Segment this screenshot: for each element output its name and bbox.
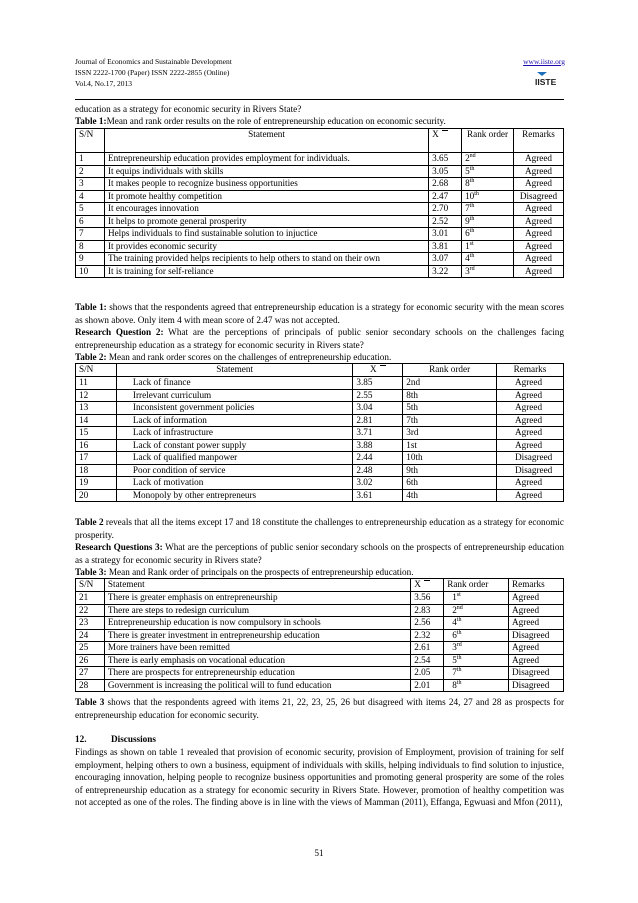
table1-cell-remarks: Agreed [513, 178, 563, 191]
table2-cell-sn: 19 [76, 477, 117, 490]
table3-caption-text: Mean and Rank order of principals on the prospects of entrepreneurship education. [106, 567, 414, 577]
table1-cell-rank [462, 240, 514, 253]
table1-row [76, 228, 564, 241]
rank-suffix: rd [469, 265, 475, 272]
table3-cell-remarks: Agreed [509, 642, 564, 655]
rank-value: 1 [465, 240, 470, 251]
rank-suffix: th [456, 629, 462, 636]
table3-cell-sn: 21 [76, 592, 105, 605]
table3-row [76, 667, 564, 680]
rank-suffix: st [469, 240, 474, 247]
table3-cell-statement: There are prospects for entrepreneurship education [104, 667, 410, 680]
table1-cell-rank [462, 253, 514, 266]
table1-cell-rank [462, 165, 514, 178]
table1-cell-remarks: Agreed [513, 165, 563, 178]
table3-cell-remarks: Disagreed [509, 629, 564, 642]
rank-value: 4 [452, 617, 457, 627]
table1-cell-mean: 3.65 [429, 153, 462, 166]
table1-row [76, 240, 564, 253]
table1-cell-statement: It provides economic security [104, 240, 428, 253]
table2-cell-sn: 20 [76, 489, 117, 502]
table3-row [76, 592, 564, 605]
table3-cell-remarks: Disagreed [509, 679, 564, 692]
table2-cell-remarks: Agreed [497, 439, 564, 452]
table2-cell-statement: Irrelevant curriculum [116, 389, 353, 402]
table3-cell-sn: 27 [76, 667, 105, 680]
table2-header-row [76, 364, 564, 377]
table2-row [76, 377, 564, 390]
table2-cell-rank: 8th [403, 389, 497, 402]
table2-cell-remarks: Agreed [497, 477, 564, 490]
table3-cell-statement: There is greater investment in entrepreneurship education [104, 629, 410, 642]
table2-cell-mean: 3.02 [353, 477, 403, 490]
rank-value: 10 [465, 190, 475, 201]
rank-suffix: th [469, 227, 475, 234]
table1-cell-remarks: Agreed [513, 203, 563, 216]
table3-header-x [411, 579, 444, 592]
table1-cell-mean: 2.70 [429, 203, 462, 216]
table3-cell-remarks: Agreed [509, 592, 564, 605]
table1-cell-sn: 2 [76, 165, 105, 178]
table1-cell-sn: 6 [76, 215, 105, 228]
table3-cell-mean: 2.54 [411, 654, 444, 667]
table2-cell-statement: Lack of information [116, 414, 353, 427]
research-question-2 [75, 326, 564, 351]
table1-cell-statement: It is training for self-reliance [104, 265, 428, 278]
table2-caption-text: Mean and rank order scores on the challenges of entrepreneurship education. [106, 352, 392, 362]
table3-cell-rank [444, 667, 509, 680]
table3-cell-rank [444, 629, 509, 642]
table1-header-row [76, 129, 564, 153]
table3-cell-sn: 23 [76, 617, 105, 630]
table3-cell-mean: 2.61 [411, 642, 444, 655]
table1-cell-rank [462, 178, 514, 191]
rank-suffix: nd [456, 604, 463, 611]
rank-value: 1 [452, 592, 457, 602]
table1-cell-mean: 2.68 [429, 178, 462, 191]
rank-suffix: th [469, 202, 475, 209]
table1 [75, 128, 564, 278]
table2-row [76, 452, 564, 465]
table2-row [76, 389, 564, 402]
table3-row [76, 617, 564, 630]
rank-value: 5 [465, 165, 470, 176]
table3-header-remarks: Remarks [509, 579, 564, 592]
table1-row [76, 203, 564, 216]
rank-value: 3 [452, 642, 457, 652]
table1-summary-label: Table 1: [75, 302, 107, 312]
table2-cell-remarks: Agreed [497, 489, 564, 502]
journal-header [75, 56, 565, 89]
table1-cell-sn: 4 [76, 190, 105, 203]
table2-cell-mean: 2.44 [353, 452, 403, 465]
header-rule [75, 99, 564, 100]
mean-bar-mark [442, 130, 448, 131]
table2-cell-remarks: Agreed [497, 402, 564, 415]
table2-cell-mean: 3.88 [353, 439, 403, 452]
table2-cell-rank: 2nd [403, 377, 497, 390]
table3-cell-rank [444, 592, 509, 605]
table1-cell-rank [462, 190, 514, 203]
table1-cell-remarks: Agreed [513, 153, 563, 166]
rank-value: 4 [465, 253, 470, 263]
table1-header-sn: S/N [76, 129, 105, 153]
table2-cell-sn: 15 [76, 427, 117, 440]
rank-value: 6 [465, 228, 470, 238]
table2-row [76, 464, 564, 477]
mean-bar-mark [380, 365, 386, 366]
table1-cell-remarks: Agreed [513, 265, 563, 278]
table1-cell-statement: It promote healthy competition [104, 190, 428, 203]
table1-caption [75, 115, 564, 128]
table2-cell-statement: Lack of infrastructure [116, 427, 353, 440]
section-12-body: Findings as shown on table 1 revealed that provision of economic security, provision of Employment, provision of training for self employment, helping others to own a business, equipment of individuals with skills, helping individuals to find solution to injustice, encouraging innovation, helping people to recognize business opportunities and promoting general prosperity are some of the roles of entrepreneurship education as a strategy for economic security in Rivers State. However, promotion of healthy competition was not accepted as one of the roles. The finding above is in line with the views of Mamman (2011), Effanga, Egwuasi and Mfon (2011), [75, 747, 564, 807]
table3-cell-mean: 2.83 [411, 604, 444, 617]
table1-row [76, 265, 564, 278]
table2-cell-statement: Lack of motivation [116, 477, 353, 490]
table2-header-x-text: X [370, 364, 377, 374]
section-12-heading [75, 733, 564, 746]
rank-suffix: th [456, 679, 462, 686]
table1-cell-statement: It equips individuals with skills [104, 165, 428, 178]
table2-summary-text: reveals that all the items except 17 and 18 constitute the challenges to entrepreneurship education as a strategy for economic prosperity. [75, 517, 564, 540]
rank-value: 2 [465, 153, 470, 163]
table1-summary [75, 301, 564, 326]
table3-cell-mean: 2.05 [411, 667, 444, 680]
table1-cell-remarks: Disagreed [513, 190, 563, 203]
table2-cell-rank: 9th [403, 464, 497, 477]
rank-suffix: th [469, 215, 475, 222]
rank-suffix: st [456, 591, 461, 598]
table1-cell-sn: 1 [76, 153, 105, 166]
rank-suffix: th [474, 190, 479, 197]
table2-cell-mean: 3.61 [353, 489, 403, 502]
table2-cell-sn: 16 [76, 439, 117, 452]
rank-value: 7 [452, 667, 457, 677]
table1-cell-rank [462, 228, 514, 241]
table2-cell-statement: Lack of constant power supply [116, 439, 353, 452]
table3-cell-sn: 28 [76, 679, 105, 692]
table1-cell-statement: It makes people to recognize business opportunities [104, 178, 428, 191]
rank-value: 9 [465, 215, 470, 226]
table2-cell-remarks: Disagreed [497, 464, 564, 477]
table2-cell-sn: 18 [76, 464, 117, 477]
table3-row [76, 679, 564, 692]
table2-summary-label: Table 2 [75, 517, 104, 527]
table3-cell-rank [444, 617, 509, 630]
iiste-logo [534, 70, 563, 87]
table2-cell-mean: 2.48 [353, 464, 403, 477]
table1-cell-mean: 3.01 [429, 228, 462, 241]
table3-header-x-text: X [414, 579, 421, 589]
table1-cell-sn: 7 [76, 228, 105, 241]
rank-suffix: th [456, 666, 462, 673]
table1-row [76, 215, 564, 228]
table3-cell-remarks: Disagreed [509, 667, 564, 680]
journal-url-link[interactable]: www.iiste.org [523, 57, 565, 66]
journal-title: Journal of Economics and Sustainable Development [75, 57, 232, 66]
table1-cell-statement: It encourages innovation [104, 203, 428, 216]
table3-caption-label: Table 3: [75, 567, 107, 577]
table2-cell-statement: Inconsistent government policies [116, 402, 353, 415]
rank-suffix: th [469, 177, 475, 184]
table2-cell-mean: 2.81 [353, 414, 403, 427]
table2-cell-statement: Poor condition of service [116, 464, 353, 477]
table3-header-sn: S/N [76, 579, 105, 592]
table3-row [76, 629, 564, 642]
table1-cell-remarks: Agreed [513, 228, 563, 241]
rank-value: 7 [465, 203, 470, 213]
rank-suffix: th [456, 654, 462, 661]
table1-cell-statement: The training provided helps recipients to help others to stand on their own [104, 253, 428, 266]
rank-suffix: th [469, 252, 475, 259]
table1-cell-rank [462, 215, 514, 228]
rank-suffix: rd [456, 641, 462, 648]
table2-cell-statement: Lack of finance [116, 377, 353, 390]
table1-row [76, 190, 564, 203]
table2-header-statement: Statement [116, 364, 353, 377]
rq3-text: What are the perceptions of public senior secondary schools on the prospects of entrepreneurship education as a strategy for economic security in Rivers state? [75, 542, 565, 565]
rq2-text: What are the perceptions of principals of public senior secondary schools on the challenges facing entrepreneurship education as a strategy for economic security in Rivers state? [75, 327, 564, 350]
table2-cell-rank: 7th [403, 414, 497, 427]
table3-cell-rank [444, 642, 509, 655]
table1-cell-mean: 3.22 [429, 265, 462, 278]
rank-suffix: th [456, 616, 462, 623]
table1-cell-mean: 3.05 [429, 165, 462, 178]
table2-row [76, 427, 564, 440]
table2-cell-remarks: Disagreed [497, 452, 564, 465]
table2-caption-label: Table 2: [75, 352, 107, 362]
table1-row [76, 153, 564, 166]
table3-row [76, 654, 564, 667]
table2-cell-mean: 3.71 [353, 427, 403, 440]
table1-cell-rank [462, 203, 514, 216]
table1-cell-remarks: Agreed [513, 240, 563, 253]
table2-caption [75, 351, 564, 364]
table3-summary [75, 696, 564, 721]
table3-cell-statement: More trainers have been remitted [104, 642, 410, 655]
table3-cell-rank [444, 604, 509, 617]
table2-cell-rank: 10th [403, 452, 497, 465]
table2-cell-rank: 4th [403, 489, 497, 502]
table1-cell-mean: 2.47 [429, 190, 462, 203]
table2-row [76, 489, 564, 502]
table1-cell-sn: 8 [76, 240, 105, 253]
table2-row [76, 439, 564, 452]
table2-cell-rank: 3rd [403, 427, 497, 440]
table3-cell-sn: 26 [76, 654, 105, 667]
rank-value: 8 [452, 679, 457, 690]
table3-cell-statement: Entrepreneurship education is now compulsory in schools [104, 617, 410, 630]
table1-header-x [429, 129, 462, 153]
table3-row [76, 604, 564, 617]
table3-cell-statement: Government is increasing the political will to fund education [104, 679, 410, 692]
table3-cell-mean: 2.01 [411, 679, 444, 692]
table3-cell-sn: 25 [76, 642, 105, 655]
section-12-title: Discussions [111, 734, 156, 744]
table2-row [76, 414, 564, 427]
table1-cell-mean: 2.52 [429, 215, 462, 228]
table2-cell-rank: 6th [403, 477, 497, 490]
table1-header-x-text: X [432, 129, 439, 139]
table3-cell-rank [444, 679, 509, 692]
rank-suffix: th [469, 165, 475, 172]
table1-cell-sn: 9 [76, 253, 105, 266]
table1-row [76, 178, 564, 191]
table1-cell-rank [462, 265, 514, 278]
rank-value: 6 [452, 629, 457, 640]
table2-summary [75, 516, 564, 541]
table3-cell-rank [444, 654, 509, 667]
page-number: 51 [314, 848, 324, 858]
rank-value: 8 [465, 178, 470, 188]
table1-cell-rank [462, 153, 514, 166]
journal-issn: ISSN 2222-1700 (Paper) ISSN 2222-2855 (Online) [75, 68, 230, 77]
table2-cell-rank: 5th [403, 402, 497, 415]
table2-cell-sn: 14 [76, 414, 117, 427]
table3-cell-sn: 22 [76, 604, 105, 617]
rank-value: 5 [452, 654, 457, 665]
table1-cell-sn: 5 [76, 203, 105, 216]
table1-cell-sn: 10 [76, 265, 105, 278]
table3-caption [75, 566, 564, 579]
table3-summary-label: Table 3 [75, 697, 105, 707]
rq2-label: Research Question 2: [75, 327, 164, 337]
table3-row [76, 642, 564, 655]
table3-summary-text: shows that the respondents agreed with items 21, 22, 23, 25, 26 but disagreed with items 24, 27 and 28 as prospects for entrepreneurship education for economic security. [75, 697, 565, 720]
table3-cell-mean: 2.56 [411, 617, 444, 630]
table1-cell-statement: Entrepreneurship education provides employment for individuals. [104, 153, 428, 166]
rank-suffix: nd [469, 152, 476, 159]
table2-cell-mean: 2.55 [353, 389, 403, 402]
section-12-number: 12. [75, 734, 87, 744]
table1-cell-mean: 3.81 [429, 240, 462, 253]
table2-row [76, 402, 564, 415]
table1-cell-remarks: Agreed [513, 253, 563, 266]
table3-cell-statement: There is early emphasis on vocational education [104, 654, 410, 667]
table2-cell-sn: 11 [76, 377, 117, 390]
rank-value: 3 [465, 265, 470, 276]
table2-cell-sn: 17 [76, 452, 117, 465]
table1-cell-statement: It helps to promote general prosperity [104, 215, 428, 228]
table3-header-statement: Statement [104, 579, 410, 592]
table1-caption-label: Table 1: [75, 116, 107, 126]
table3 [75, 578, 564, 692]
research-question-3 [75, 541, 564, 566]
table3-cell-remarks: Agreed [509, 604, 564, 617]
table2-header-remarks: Remarks [497, 364, 564, 377]
table1-header-remarks: Remarks [513, 129, 563, 153]
table2-cell-statement: Lack of qualified manpower [116, 452, 353, 465]
table2-cell-remarks: Agreed [497, 427, 564, 440]
table3-cell-remarks: Agreed [509, 617, 564, 630]
table2-header-rank: Rank order [403, 364, 497, 377]
mean-bar-mark [424, 580, 430, 581]
table3-cell-statement: There are steps to redesign curriculum [104, 604, 410, 617]
table2-cell-remarks: Agreed [497, 377, 564, 390]
table2-row [76, 477, 564, 490]
table2-cell-remarks: Agreed [497, 414, 564, 427]
table3-cell-statement: There is greater emphasis on entrepreneurship [104, 592, 410, 605]
table2-cell-sn: 13 [76, 402, 117, 415]
table2 [75, 363, 564, 502]
table1-row [76, 253, 564, 266]
table2-header-x [353, 364, 403, 377]
table3-cell-remarks: Agreed [509, 654, 564, 667]
table1-row [76, 165, 564, 178]
table2-cell-remarks: Agreed [497, 389, 564, 402]
table2-header-sn: S/N [76, 364, 117, 377]
table1-header-rank: Rank order [462, 129, 514, 153]
table1-cell-statement: Helps individuals to find sustainable solution to injuctice [104, 228, 428, 241]
logo-text: IISTE [535, 77, 557, 87]
rq3-label: Research Questions 3: [75, 542, 163, 552]
intro-line: education as a strategy for economic security in Rivers State? [75, 104, 302, 114]
table3-cell-sn: 24 [76, 629, 105, 642]
table2-cell-mean: 3.85 [353, 377, 403, 390]
table3-cell-mean: 2.32 [411, 629, 444, 642]
table1-header-statement: Statement [104, 129, 428, 153]
table2-cell-rank: 1st [403, 439, 497, 452]
table2-cell-mean: 3.04 [353, 402, 403, 415]
table1-caption-text: Mean and rank order results on the role of entrepreneurship education on economic security. [106, 116, 446, 126]
table3-header-rank: Rank order [444, 579, 509, 592]
table3-cell-mean: 3.56 [411, 592, 444, 605]
table2-cell-sn: 12 [76, 389, 117, 402]
journal-volume: Vol.4, No.17, 2013 [75, 79, 132, 88]
table3-header-row [76, 579, 564, 592]
rank-value: 2 [452, 604, 457, 615]
table1-cell-mean: 3.07 [429, 253, 462, 266]
table1-cell-remarks: Agreed [513, 215, 563, 228]
table1-cell-sn: 3 [76, 178, 105, 191]
table2-cell-statement: Monopoly by other entrepreneurs [116, 489, 353, 502]
table1-summary-text: shows that the respondents agreed that entrepreneurship education is a strategy for economic security with the mean scores as shown above. Only item 4 with mean score of 2.47 was not accepted. [75, 302, 564, 325]
